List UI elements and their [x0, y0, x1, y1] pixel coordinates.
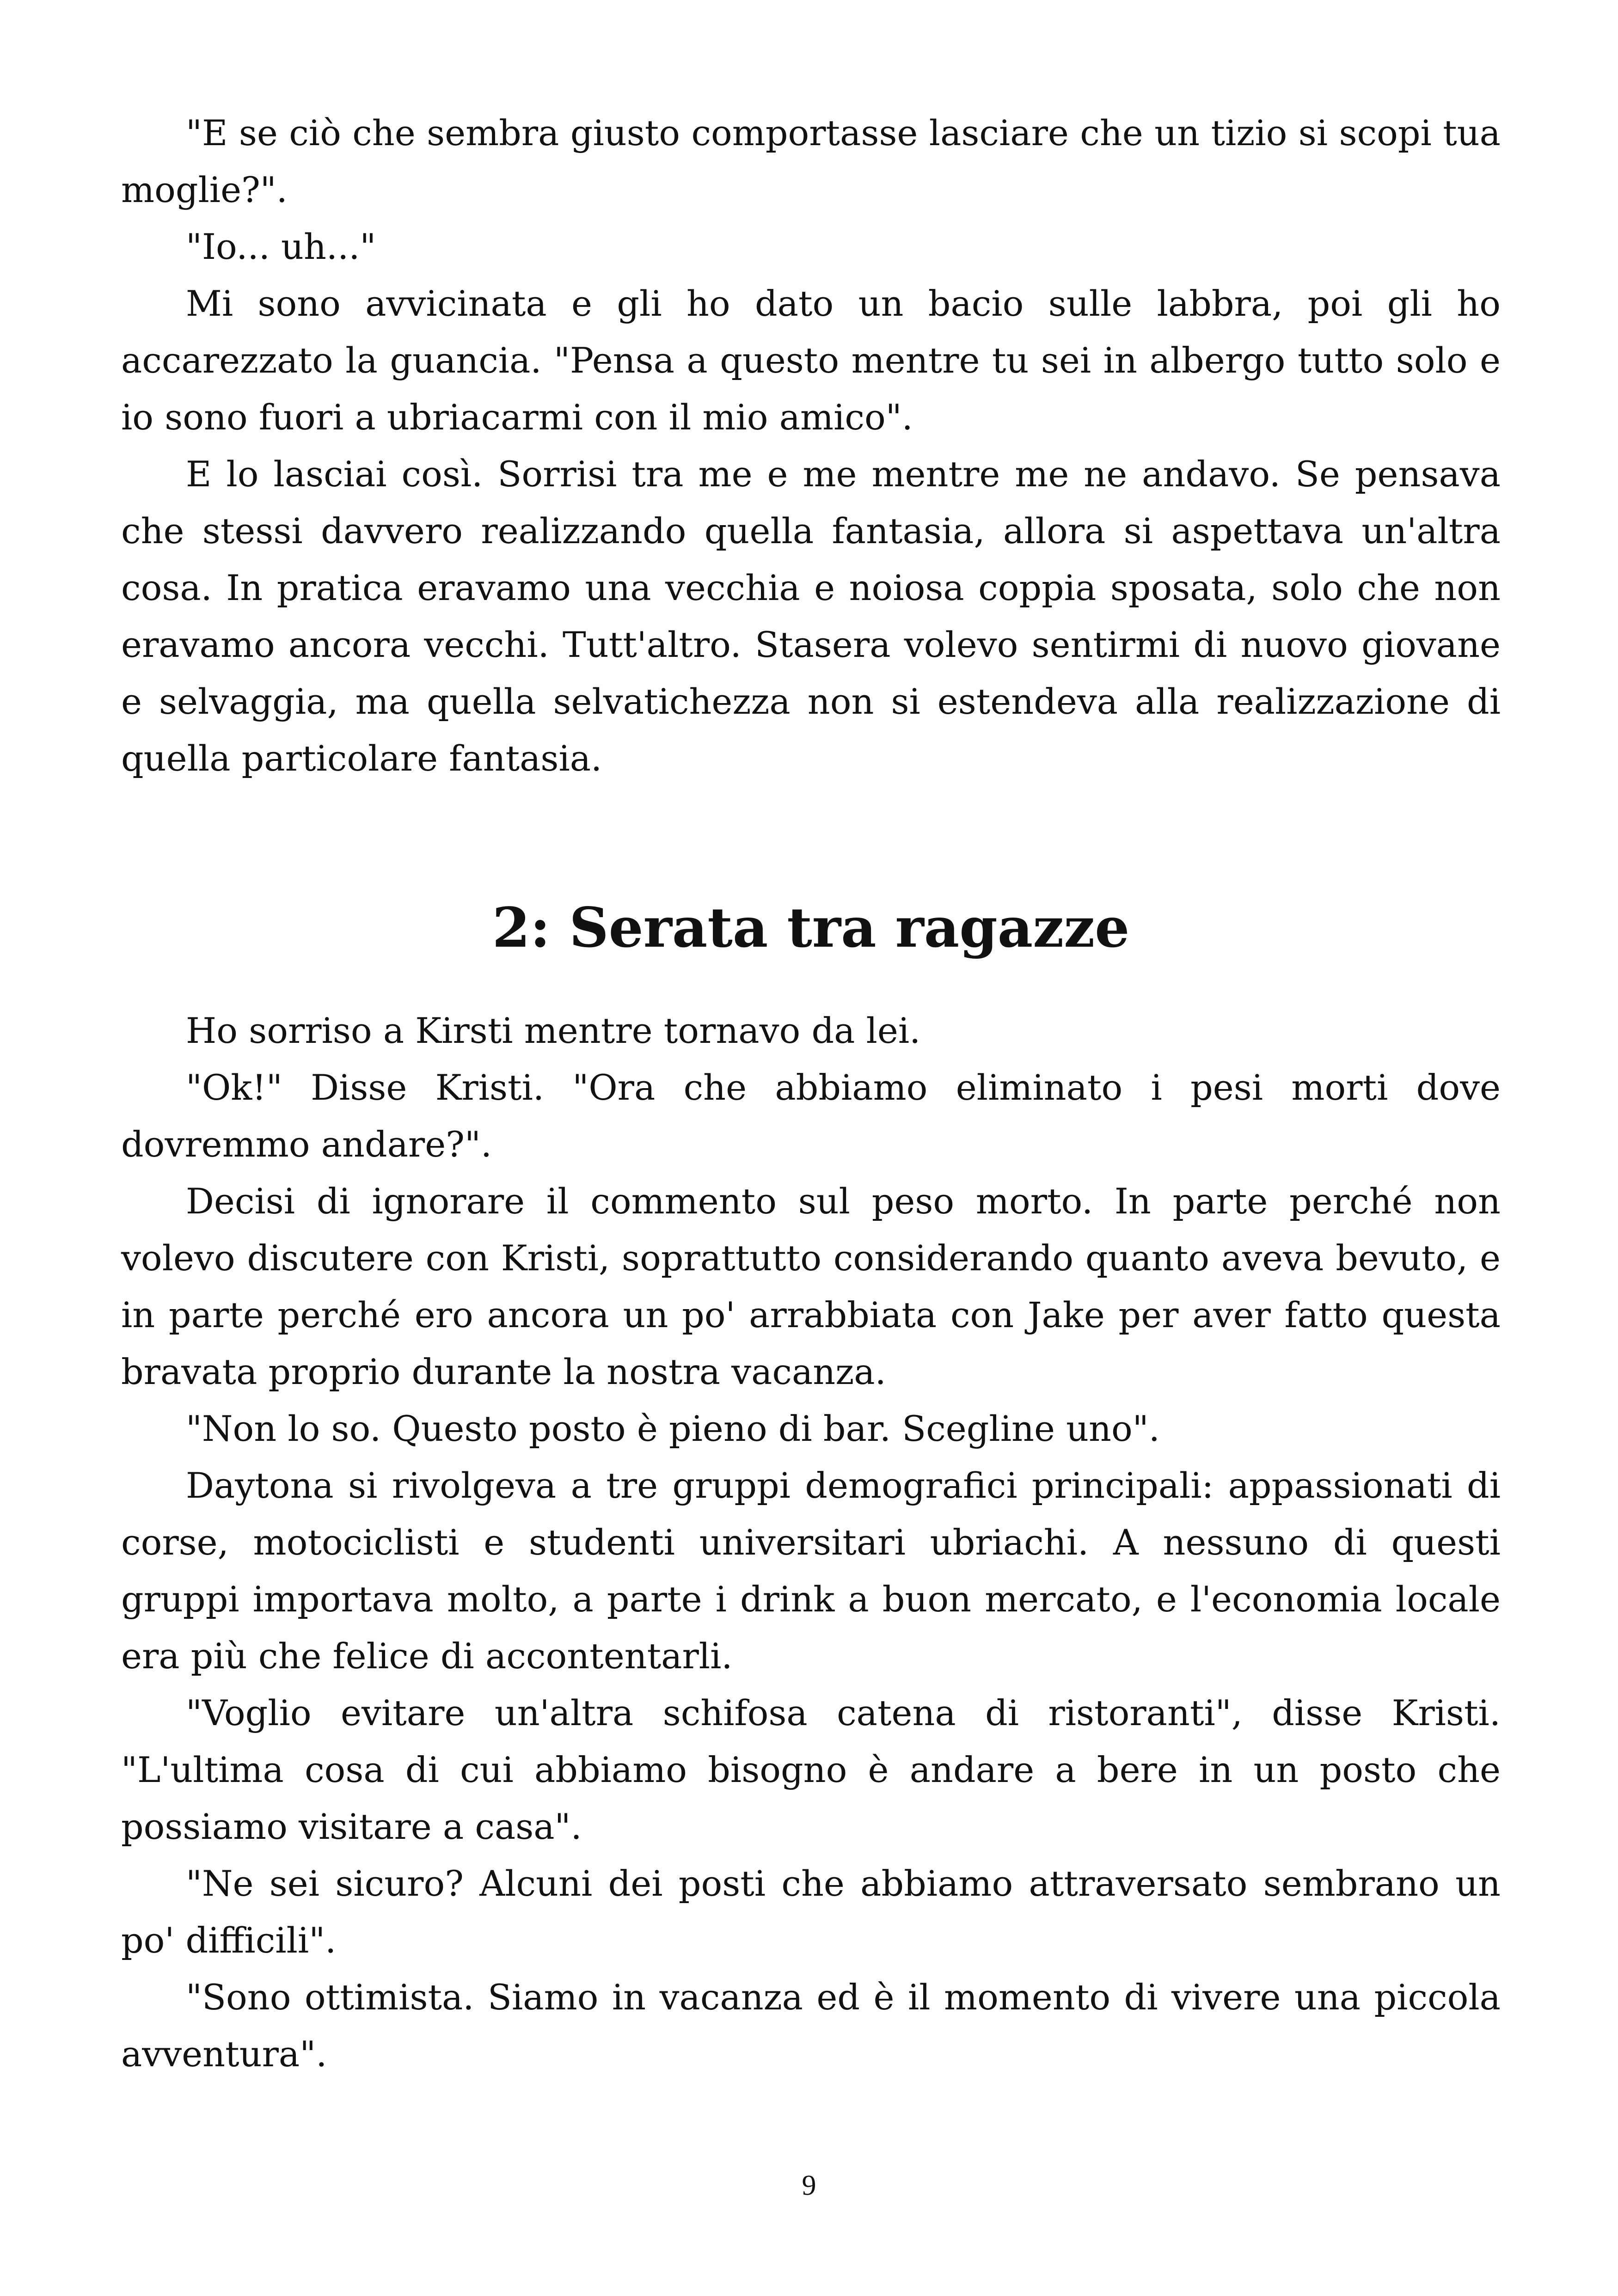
paragraph: "Io... uh...": [186, 226, 376, 267]
page-number: 9: [802, 2170, 816, 2201]
paragraph: E lo lasciai così. Sorrisi tra me e me mentre me ne andavo. Se pensava che stessi davvero realizzando quella fantasia, allora si aspettava un'altra cosa. In pratica eravamo una vecchia e noiosa coppia sposata, solo che non eravamo ancora vecchi. Tutt'altro. Stasera volevo sentirmi di nuovo giovane e selvaggia, ma quella selvatichezza non si estendeva alla realizzazione di quella particolare fantasia.: [121, 453, 1501, 779]
paragraph: Decisi di ignorare il commento sul peso morto. In parte perché non volevo discutere con Kristi, soprattutto considerando quanto aveva bevuto, e in parte perché ero ancora un po' arrabbiata con Jake per aver fatto questa bravata proprio durante la nostra vacanza.: [121, 1181, 1501, 1392]
chapter-title: 2: Serata tra ragazze: [492, 895, 1130, 960]
paragraph: "Voglio evitare un'altra schifosa catena di ristoranti", disse Kristi. "L'ultima cosa di cui abbiamo bisogno è andare a bere in un posto che possiamo visitare a casa".: [121, 1692, 1501, 1847]
chapter-body-text: [121, 1002, 1501, 2082]
paragraph: "E se ciò che sembra giusto comportasse lasciare che un tizio si scopi tua moglie?".: [121, 112, 1501, 210]
previous-section-text: [121, 104, 1501, 787]
paragraph: "Non lo so. Questo posto è pieno di bar. Scegline uno".: [186, 1408, 1160, 1449]
paragraph: "Ok!" Disse Kristi. "Ora che abbiamo eliminato i pesi morti dove dovremmo andare?".: [121, 1067, 1501, 1165]
paragraph: Mi sono avvicinata e gli ho dato un bacio sulle labbra, poi gli ho accarezzato la guancia. "Pensa a questo mentre tu sei in albergo tutto solo e io sono fuori a ubriacarmi con il mio amico".: [121, 283, 1501, 438]
paragraph: "Sono ottimista. Siamo in vacanza ed è il momento di vivere una piccola avventura".: [121, 1977, 1501, 2075]
paragraph: Ho sorriso a Kirsti mentre tornavo da lei.: [186, 1010, 921, 1051]
paragraph: "Ne sei sicuro? Alcuni dei posti che abbiamo attraversato sembrano un po' difficili".: [121, 1863, 1501, 1961]
paragraph: Daytona si rivolgeva a tre gruppi demografici principali: appassionati di corse, motociclisti e studenti universitari ubriachi. A nessuno di questi gruppi importava molto, a parte i drink a buon mercato, e l'economia locale era più che felice di accontentarli.: [121, 1465, 1501, 1677]
